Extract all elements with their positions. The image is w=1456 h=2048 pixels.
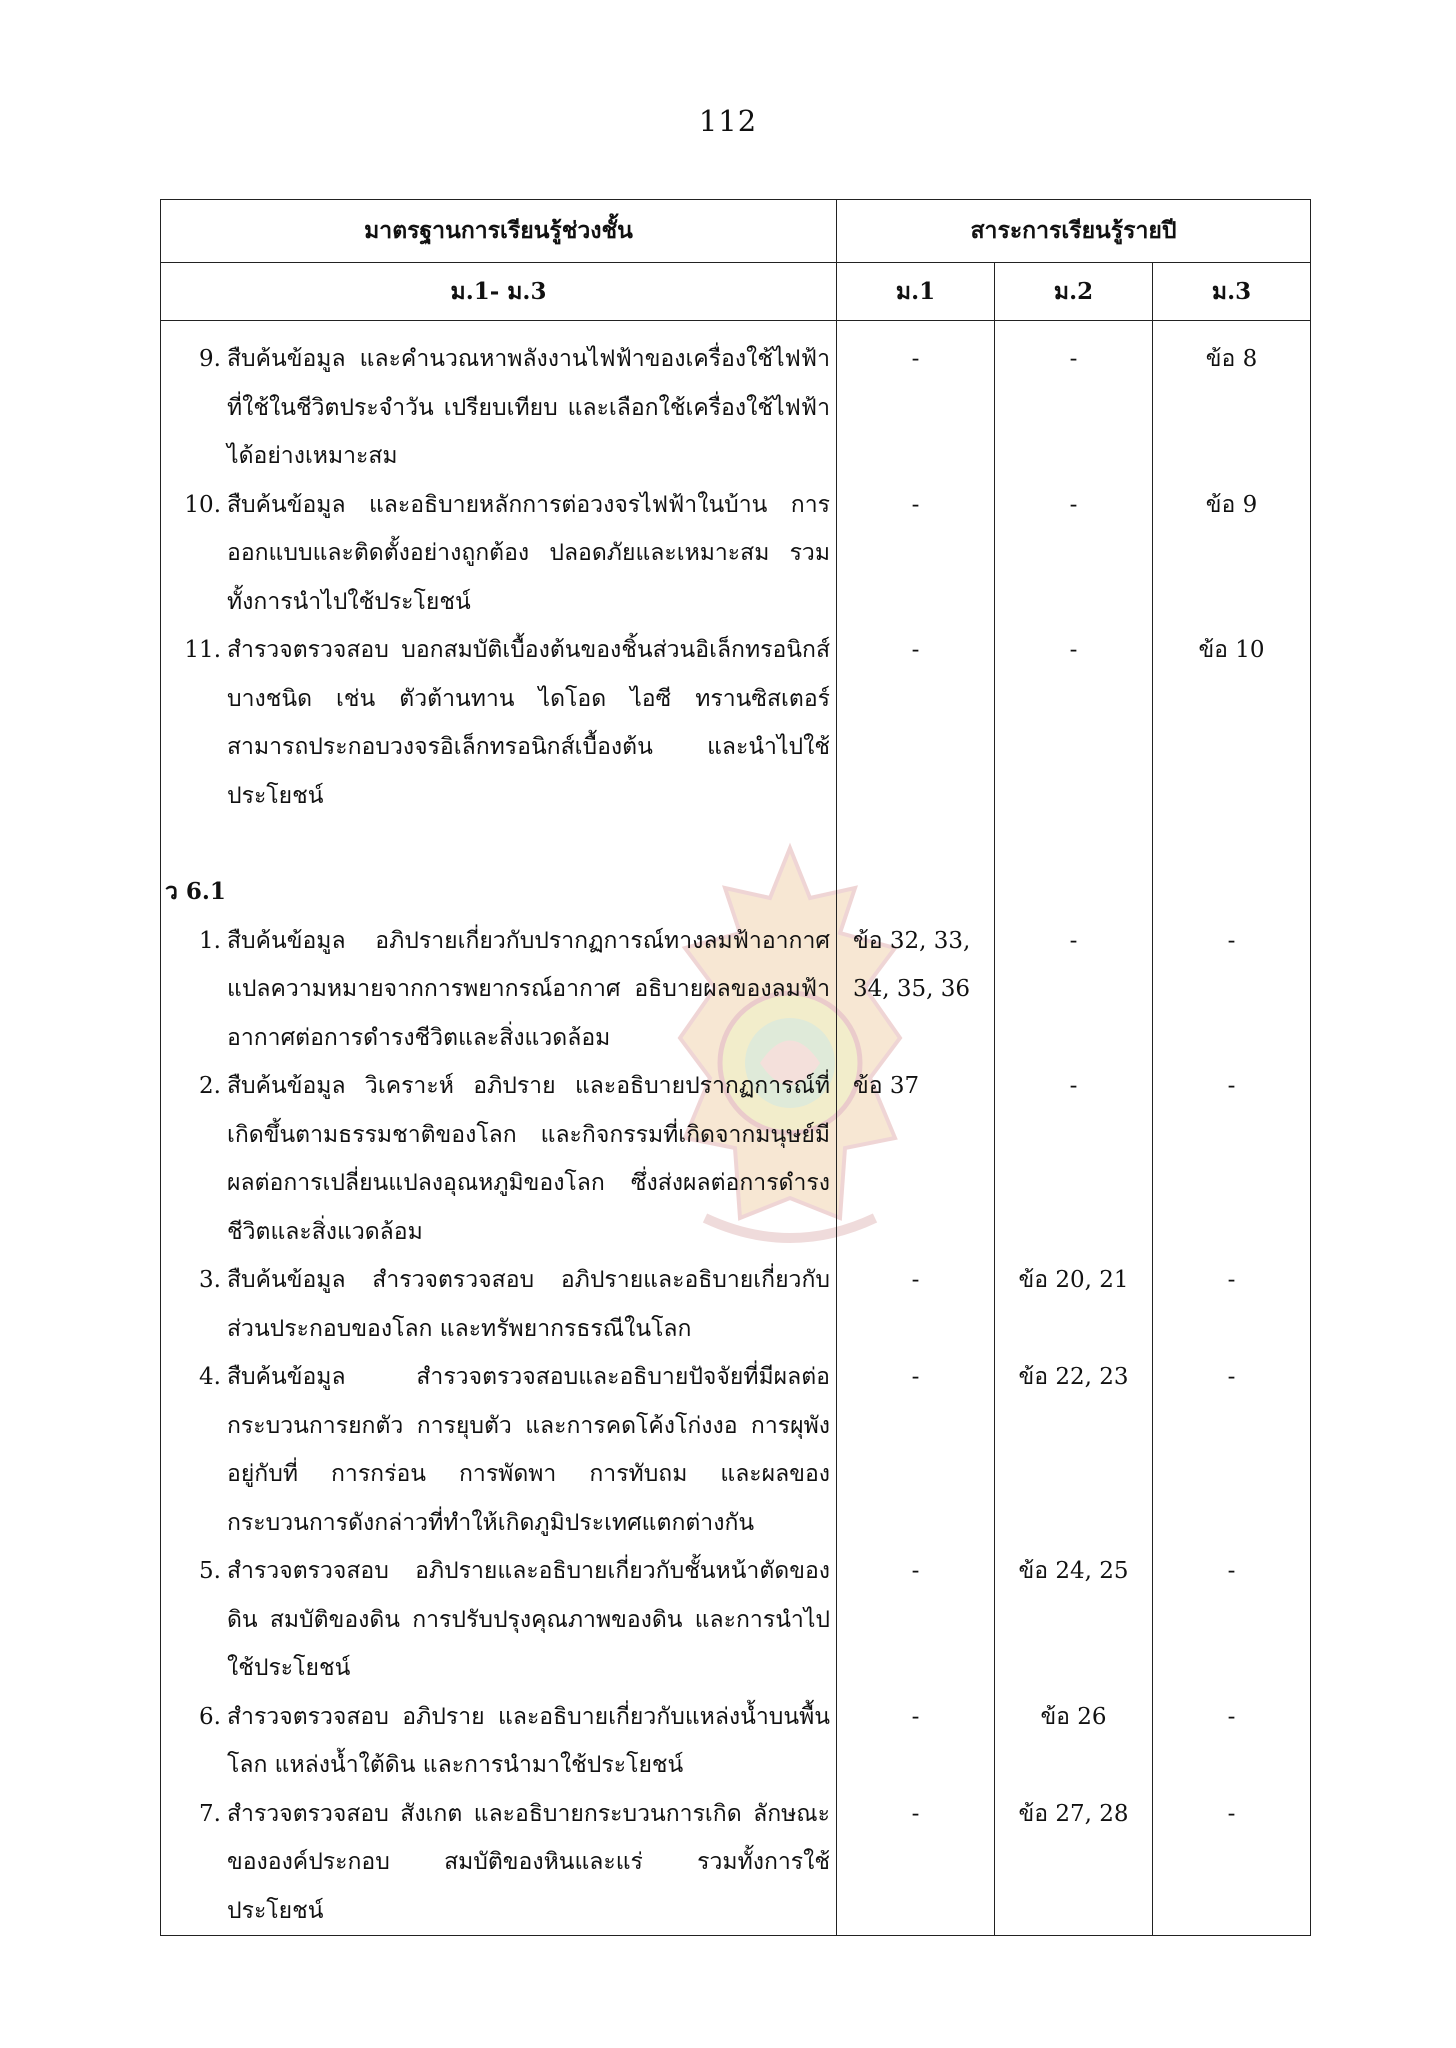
cell-m1: ข้อ 37 (853, 1073, 920, 1099)
item-number: 9. (199, 346, 221, 372)
header-standards-range: ม.1- ม.3 (161, 263, 837, 321)
item-text: สืบค้นข้อมูล อภิปรายเกี่ยวกับปรากฏการณ์ทางลมฟ้าอากาศ แปลความหมายจากการพยากรณ์อากาศ อธิบายผลของลมฟ้าอากาศต่อการดำรงชีวิตและสิ่งแวดล้อม (227, 927, 830, 1051)
cell-m2: - (1069, 637, 1078, 663)
table-row (161, 321, 1311, 481)
cell-m2: ข้อ 24, 25 (1018, 1558, 1129, 1584)
cell-m1: - (911, 491, 920, 518)
item-number: 5. (199, 1558, 221, 1584)
cell-m1: - (911, 346, 920, 372)
cell-m2: ข้อ 27, 28 (1018, 1800, 1129, 1827)
table-row (161, 481, 1311, 627)
header-grade-m1: ม.1 (837, 263, 995, 321)
item-number: 6. (199, 1703, 221, 1730)
table-row (161, 626, 1311, 820)
page-number: 112 (698, 104, 758, 138)
table-row (161, 917, 1311, 1063)
item-text: สืบค้นข้อมูล สำรวจตรวจสอบและอธิบายปัจจัยที่มีผลต่อกระบวนการยกตัว การยุบตัว และการคดโค้งโก่งงอ การผุพังอยู่กับที่ การกร่อน การพัดพา การทับถม และผลของกระบวนการดังกล่าวที่ทำให้เกิดภูมิประเทศแตกต่างกัน (227, 1364, 830, 1536)
header-standards: มาตรฐานการเรียนรู้ช่วงชั้น (161, 200, 837, 263)
cell-m1: - (911, 1703, 920, 1730)
cell-m2: - (1069, 927, 1078, 954)
item-text: สืบค้นข้อมูล และคำนวณหาพลังงานไฟฟ้าของเครื่องใช้ไฟฟ้าที่ใช้ในชีวิตประจำวัน เปรียบเทียบ และเลือกใช้เครื่องใช้ไฟฟ้าได้อย่างเหมาะสม (227, 346, 830, 469)
cell-m3: ข้อ 10 (1198, 637, 1265, 663)
cell-m3: - (1227, 1364, 1236, 1390)
cell-m3: - (1227, 1558, 1236, 1584)
cell-m3: - (1227, 1703, 1236, 1730)
cell-m2: ข้อ 22, 23 (1018, 1364, 1129, 1390)
cell-m2: - (1069, 491, 1078, 518)
item-text: สำรวจตรวจสอบ บอกสมบัติเบื้องต้นของชิ้นส่วนอิเล็กทรอนิกส์บางชนิด เช่น ตัวต้านทาน ไดโอด ไอซี ทรานซิสเตอร์ สามารถประกอบวงจรอิเล็กทรอนิกส์เบื้องต้น และนำไปใช้ประโยชน์ (227, 637, 830, 809)
item-text: สืบค้นข้อมูล สำรวจตรวจสอบ อภิปรายและอธิบายเกี่ยวกับส่วนประกอบของโลก และทรัพยากรธรณีในโลก (227, 1267, 830, 1342)
cell-m1: - (911, 1364, 920, 1390)
cell-m2: - (1069, 1073, 1078, 1099)
group-label: ว 6.1 (165, 878, 226, 905)
item-number: 4. (199, 1364, 221, 1390)
item-number: 1. (199, 927, 221, 954)
cell-m1: - (911, 1267, 920, 1293)
item-number: 7. (199, 1800, 221, 1827)
item-text: สำรวจตรวจสอบ อภิปรายและอธิบายเกี่ยวกับชั้นหน้าตัดของดิน สมบัติของดิน การปรับปรุงคุณภาพของดิน และการนำไปใช้ประโยชน์ (227, 1558, 830, 1681)
cell-m1: ข้อ 32, 33, 34, 35, 36 (853, 927, 971, 1002)
table-row (161, 1256, 1311, 1353)
item-text: สืบค้นข้อมูล และอธิบายหลักการต่อวงจรไฟฟ้าในบ้าน การออกแบบและติดตั้งอย่างถูกต้อง ปลอดภัยและเหมาะสม รวมทั้งการนำไปใช้ประโยชน์ (227, 491, 830, 615)
cell-m3: - (1227, 1800, 1236, 1827)
item-number: 11. (184, 637, 221, 663)
table-row (161, 1062, 1311, 1256)
cell-m2: ข้อ 20, 21 (1018, 1267, 1129, 1293)
header-grade-m3: ม.3 (1153, 263, 1311, 321)
table-row (161, 1547, 1311, 1693)
cell-m2: - (1069, 346, 1078, 372)
cell-m3: ข้อ 9 (1205, 491, 1258, 518)
cell-m1: - (911, 1800, 920, 1827)
cell-m3: - (1227, 1267, 1236, 1293)
item-number: 10. (184, 491, 221, 518)
item-number: 2. (199, 1073, 221, 1099)
header-yearly: สาระการเรียนรู้รายปี (837, 200, 1311, 263)
header-grade-m2: ม.2 (995, 263, 1153, 321)
group-row (161, 820, 1311, 917)
item-text: สืบค้นข้อมูล วิเคราะห์ อภิปราย และอธิบายปรากฏการณ์ที่เกิดขึ้นตามธรรมชาติของโลก และกิจกรรมที่เกิดจากมนุษย์มีผลต่อการเปลี่ยนแปลงอุณหภูมิของโลก ซึ่งส่งผลต่อการดำรงชีวิตและสิ่งแวดล้อม (227, 1073, 830, 1245)
cell-m2: ข้อ 26 (1040, 1703, 1107, 1730)
cell-m3: - (1227, 1073, 1236, 1099)
item-text: สำรวจตรวจสอบ สังเกต และอธิบายกระบวนการเกิด ลักษณะขององค์ประกอบ สมบัติของหินและแร่ รวมทั้งการใช้ประโยชน์ (227, 1800, 830, 1924)
table-row (161, 1790, 1311, 1936)
standards-table (160, 199, 1311, 1936)
cell-m1: - (911, 637, 920, 663)
cell-m3: - (1227, 927, 1236, 954)
table-row (161, 1353, 1311, 1547)
cell-m3: ข้อ 8 (1205, 346, 1258, 372)
item-text: สำรวจตรวจสอบ อภิปราย และอธิบายเกี่ยวกับแหล่งน้ำบนพื้นโลก แหล่งน้ำใต้ดิน และการนำมาใช้ประโยชน์ (227, 1703, 830, 1778)
item-number: 3. (199, 1267, 221, 1293)
cell-m1: - (911, 1558, 920, 1584)
table-row (161, 1693, 1311, 1790)
